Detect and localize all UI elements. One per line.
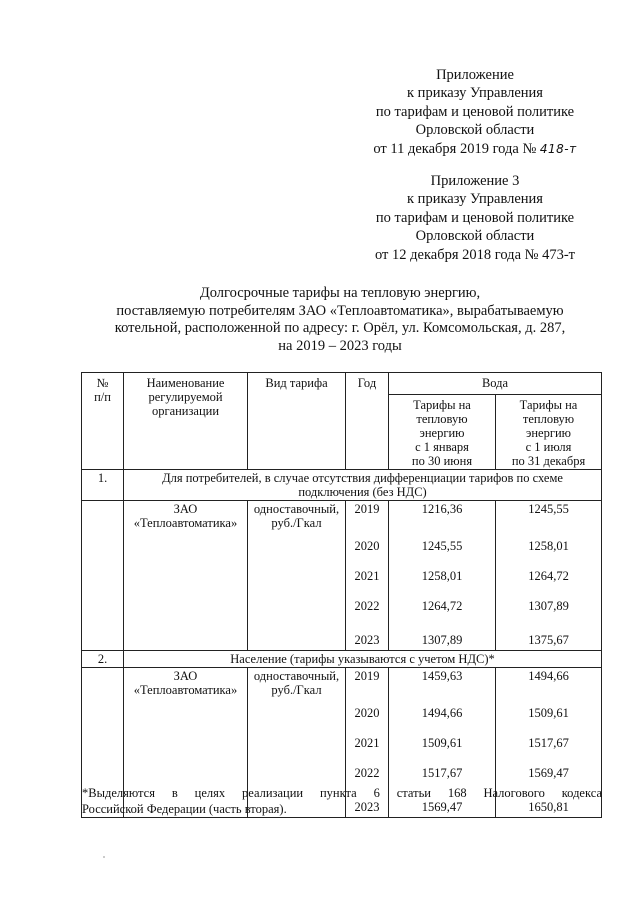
- year-cell: 2020: [346, 531, 389, 561]
- tariff-type-line: одноставочный,: [253, 669, 340, 683]
- header-period-2-line: тепловую: [522, 412, 575, 426]
- header-period-2-line: Тарифы на: [519, 398, 578, 412]
- tariff-period-1-cell: 1307,89: [389, 621, 496, 651]
- section-1-label-line: подключения (без НДС): [298, 485, 427, 499]
- tariff-period-2-cell: 1264,72: [496, 561, 602, 591]
- appendix-1-date: от 11 декабря 2019 года №: [373, 140, 537, 157]
- tariff-period-1-cell: 1494,66: [389, 698, 496, 728]
- tariff-period-1-cell: 1517,67: [389, 758, 496, 788]
- header-period-2-line: энергию: [526, 426, 572, 440]
- tariff-period-1-cell: 1264,72: [389, 591, 496, 621]
- title-line: поставляемую потребителям ЗАО «Теплоавтоматика», вырабатываемую: [116, 302, 564, 319]
- organization-line: «Теплоавтоматика»: [133, 683, 238, 697]
- header-organization-line: организации: [151, 404, 220, 418]
- tariff-type-line: одноставочный,: [253, 502, 340, 516]
- section-1-label-line: Для потребителей, в случае отсутствия дифференциации тарифов по схеме: [162, 471, 563, 485]
- footnote: [82, 786, 602, 817]
- organization-line: ЗАО: [173, 502, 198, 516]
- header-number-line: №: [96, 376, 109, 390]
- tariff-period-1-cell: 1245,55: [389, 531, 496, 561]
- year-cell: 2023: [346, 788, 389, 818]
- title-line: Долгосрочные тарифы на тепловую энергию,: [199, 285, 481, 301]
- appendix-3-line: Орловской области: [415, 228, 535, 245]
- tariffs-table: [81, 372, 602, 818]
- appendix-3-line: к приказу Управления: [407, 191, 543, 208]
- header-period-1-line: тепловую: [416, 412, 468, 426]
- header-period-2: [496, 395, 602, 470]
- header-period-2-line: с 1 июля: [525, 440, 572, 454]
- title-line: котельной, расположенной по адресу: г. Орёл, ул. Комсомольская, д. 287,: [114, 320, 566, 337]
- tariff-period-1-cell: 1216,36: [389, 501, 496, 531]
- header-organization: [124, 373, 248, 470]
- header-number: [82, 373, 124, 470]
- tariff-period-1-cell: 1569,47: [389, 788, 496, 818]
- tariff-period-1-cell: 1509,61: [389, 728, 496, 758]
- tariff-period-2-cell: 1569,47: [496, 758, 602, 788]
- appendix-1-line: Орловской области: [415, 122, 535, 139]
- appendix-3-date-line: от 12 декабря 2018 года № 473-т: [375, 246, 575, 263]
- tariff-period-2-cell: 1258,01: [496, 531, 602, 561]
- year-cell: 2022: [346, 591, 389, 621]
- header-period-1: [389, 395, 496, 470]
- tariff-period-2-cell: 1375,67: [496, 621, 602, 651]
- appendix-3-header: [330, 172, 620, 264]
- year-cell: 2019: [346, 501, 389, 531]
- section-1-number: 1.: [82, 470, 124, 501]
- section-2-label: Население (тарифы указываются с учетом НДС)*: [124, 651, 602, 668]
- year-cell: 2020: [346, 698, 389, 728]
- header-number-line: п/п: [94, 390, 111, 404]
- document-title: [70, 285, 610, 355]
- tariff-period-2-cell: 1307,89: [496, 591, 602, 621]
- appendix-1-line: по тарифам и ценовой политике: [375, 103, 575, 120]
- tariff-period-2-cell: 1245,55: [496, 501, 602, 531]
- header-organization-line: Наименование: [146, 376, 225, 390]
- tariff-period-2-cell: 1650,81: [496, 788, 602, 818]
- header-period-2-line: по 31 декабря: [511, 454, 586, 468]
- appendix-1-line: к приказу Управления: [407, 85, 543, 102]
- tariff-period-2-cell: 1494,66: [496, 668, 602, 698]
- year-cell: 2019: [346, 668, 389, 698]
- table-header-row: [82, 373, 602, 395]
- table-row: [82, 501, 602, 531]
- footnote-line: Российской Федерации (часть вторая).: [82, 801, 287, 816]
- header-period-1-line: по 30 июня: [411, 454, 473, 468]
- section-1-organization: [124, 501, 248, 651]
- section-2-header-row: [82, 651, 602, 668]
- section-1-label: [124, 470, 602, 501]
- header-period-1-line: энергию: [419, 426, 465, 440]
- header-organization-line: регулируемой: [148, 390, 223, 404]
- section-1-tariff-type: [248, 501, 346, 651]
- title-line: на 2019 – 2023 годы: [278, 337, 402, 354]
- organization-line: «Теплоавтоматика»: [133, 516, 238, 530]
- appendix-1-date-line: [330, 140, 620, 158]
- appendix-1-header: [330, 66, 620, 158]
- appendix-3-line: по тарифам и ценовой политике: [375, 209, 575, 226]
- tariff-period-1-cell: 1258,01: [389, 561, 496, 591]
- header-period-1-line: Тарифы на: [413, 398, 471, 412]
- tariff-type-line: руб./Гкал: [271, 683, 322, 697]
- appendix-3-title: Приложение 3: [430, 173, 520, 189]
- year-cell: 2021: [346, 728, 389, 758]
- header-water: Вода: [389, 373, 602, 395]
- year-cell: 2022: [346, 758, 389, 788]
- footnote-line: *Выделяются в целях реализации пункта 6 статьи 168 Налогового кодекса: [82, 786, 602, 800]
- appendix-1-title: Приложение: [436, 67, 514, 83]
- tariff-period-2-cell: 1517,67: [496, 728, 602, 758]
- header-tariff-type: Вид тарифа: [248, 373, 346, 470]
- section-2-number: 2.: [82, 651, 124, 668]
- year-cell: 2023: [346, 621, 389, 651]
- tariff-period-2-cell: 1509,61: [496, 698, 602, 728]
- section-1-header-row: [82, 470, 602, 501]
- scan-speck: [103, 856, 105, 858]
- year-cell: 2021: [346, 561, 389, 591]
- organization-line: ЗАО: [173, 669, 198, 683]
- section-1-empty-cell: [82, 501, 124, 651]
- tariff-period-1-cell: 1459,63: [389, 668, 496, 698]
- handwritten-order-number: 418-т: [539, 141, 577, 156]
- tariff-type-line: руб./Гкал: [271, 516, 322, 530]
- header-period-1-line: с 1 января: [415, 440, 469, 454]
- header-year: Год: [346, 373, 389, 470]
- table-row: [82, 668, 602, 698]
